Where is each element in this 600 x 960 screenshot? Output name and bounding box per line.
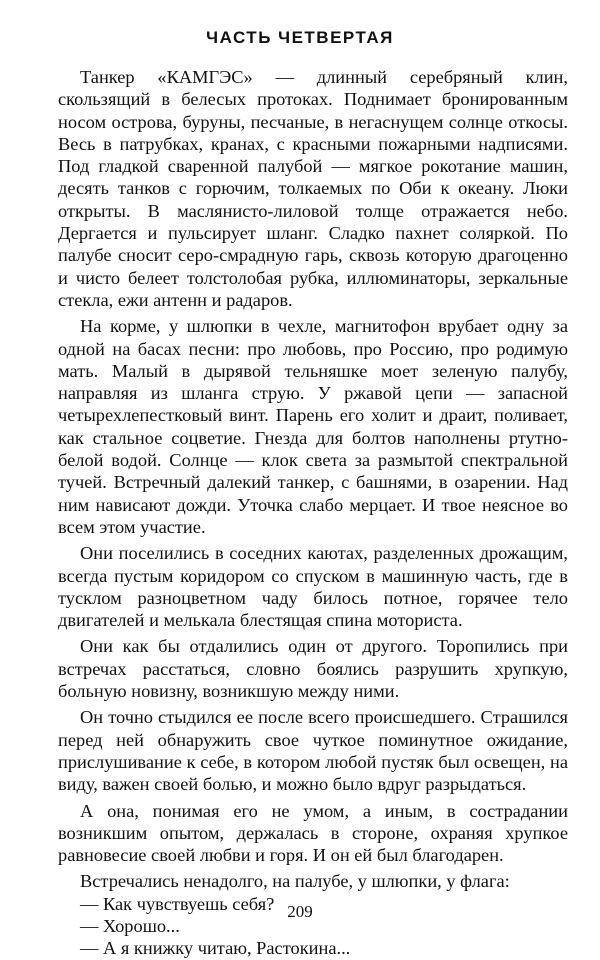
paragraph: А она, понимая его не умом, а иным, в сострадании возникшим опытом, держалась в стороне, охраняя хрупкое равновесие своей любви и горя. И он ей был благодарен. [58, 800, 568, 866]
body-text [58, 66, 568, 960]
dialogue-line: — А я книжку читаю, Растокина... [80, 938, 351, 959]
dialogue-line: — Хорошо... [80, 915, 180, 936]
paragraph: Они как бы отдалились один от другого. Торопились при встречах расстаться, словно боялись разрушить хрупкую, больную новизну, возникшую между ними. [58, 636, 568, 702]
paragraph: Он точно стыдился ее после всего происшедшего. Страшился перед ней обнаружить свое чуткое поминутное ожидание, прислушивание к себе, в котором любой пустяк был освещен, на виду, важен своей болью, и можно было вдруг разрыдаться. [58, 707, 568, 795]
page-number: 209 [287, 902, 313, 921]
paragraph: Встречались ненадолго, на палубе, у шлюпки, у флага: [80, 871, 510, 892]
dialogue-line: — Как чувствуешь себя? [80, 893, 275, 914]
paragraph: Танкер «КАМГЭС» — длинный серебряный клин, скользящий в белесых протоках. Поднимает бронированным носом острова, буруны, песчаные, в негаснущем солнце откосы. Весь в патрубках, кранах, с красными пожарными надписями. Под гладкой сваренной палубой — мягкое рокотание машин, десять танков с горючим, толкаемых по Оби к океану. Люки открыты. В маслянисто-лиловой толще отражается небо. Дергается и пульсирует шланг. Сладко пахнет соляркой. По палубе сносит серо-смрадную гарь, сквозь которую драгоценно и чисто белеет толстолобая рубка, иллюминаторы, зеркальные стекла, ежи антенн и радаров. [58, 67, 568, 310]
paragraph: Они поселились в соседних каютах, разделенных дрожащим, всегда пустым коридором со спуском в машинную часть, где в тусклом разноцветном чаду билось потное, горячее тело двигателей и мелькала блестящая спина моториста. [58, 543, 568, 631]
chapter-title: ЧАСТЬ ЧЕТВЕРТАЯ [206, 28, 394, 47]
paragraph: На корме, у шлюпки в чехле, магнитофон врубает одну за одной на басах песни: про любовь, про Россию, про родимую мать. Малый в дырявой тельняшке моет зеленую палубу, направляя из шланга струю. У ржавой цепи — запасной четырехлепестковый винт. Парень его холит и драит, поливает, как стальное соцветие. Гнезда для болтов наполнены ртутно-белой водой. Солнце — клок света за размытой спектральной тучей. Встречный далекий танкер, с башнями, в озарении. Над ним нависают дожди. Уточка слабо мерцает. И твое неясное во всем этом участие. [58, 316, 568, 537]
